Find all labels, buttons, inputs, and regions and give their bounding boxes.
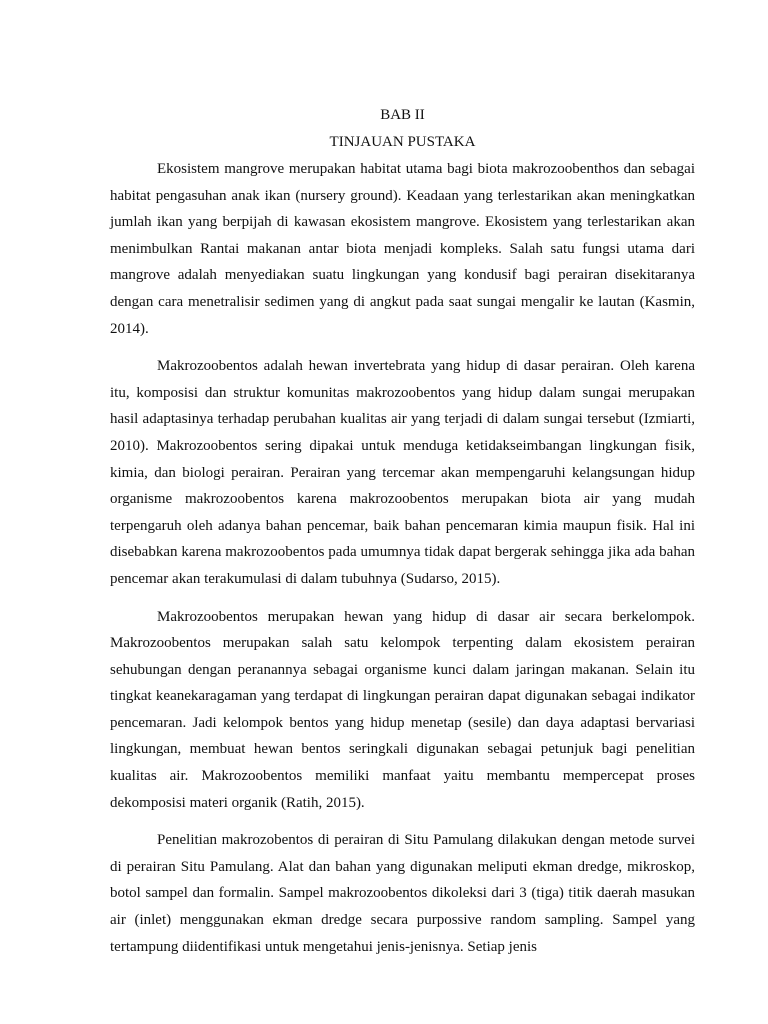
paragraph-makrozoobentos-definition: Makrozoobentos adalah hewan invertebrata yang hidup di dasar perairan. Oleh karena itu, komposisi dan struktur komunitas makrozoobentos yang hidup dalam sungai merupakan hasil adaptasinya terhadap perubahan kualitas air yang terjadi di dalam sungai tersebut (Izmiarti, 2010). Makrozoobentos sering dipakai untuk menduga ketidakseimbangan lingkungan fisik, kimia, dan biologi perairan. Perairan yang tercemar akan mempengaruhi kelangsungan hidup organisme makrozoobentos karena makrozoobentos merupakan biota air yang mudah terpengaruh oleh adanya bahan pencemar, baik bahan pencemaran kimia maupun fisik. Hal ini disebabkan karena makrozoobentos pada umumnya tidak dapat bergerak sehingga jika ada bahan pencemar akan terakumulasi di dalam tubuhnya (Sudarso, 2015). xyxy=(110,358,695,587)
body-text xyxy=(110,156,695,971)
paragraph-mangrove-ecosystem: Ekosistem mangrove merupakan habitat utama bagi biota makrozoobenthos dan sebagai habitat pengasuhan anak ikan (nursery ground). Keadaan yang terlestarikan akan meningkatkan jumlah ikan yang berpijah di kawasan ekosistem mangrove. Ekosistem yang terlestarikan akan menimbulkan Rantai makanan antar biota menjadi kompleks. Salah satu fungsi utama dari mangrove adalah menyediakan suatu lingkungan yang kondusif bagi perairan disekitaranya dengan cara menetralisir sedimen yang di angkut pada saat sungai mengalir ke lautan (Kasmin, 2014). xyxy=(110,161,695,337)
chapter-title: TINJAUAN PUSTAKA xyxy=(329,134,476,150)
chapter-number: BAB II xyxy=(380,107,425,123)
paragraph-research-method: Penelitian makrozobentos di perairan di Situ Pamulang dilakukan dengan metode survei di perairan Situ Pamulang. Alat dan bahan yang digunakan meliputi ekman dredge, mikroskop, botol sampel dan formalin. Sampel makrozoobentos dikoleksi dari 3 (tiga) titik daerah masukan air (inlet) menggunakan ekman dredge secara purpossive random sampling. Sampel yang tertampung diidentifikasi untuk mengetahui jenis-jenisnya. Setiap jenis xyxy=(110,832,695,955)
paragraph-makrozoobentos-role: Makrozoobentos merupakan hewan yang hidup di dasar air secara berkelompok. Makrozoobentos merupakan salah satu kelompok terpenting dalam ekosistem perairan sehubungan dengan peranannya sebagai organisme kunci dalam jaringan makanan. Selain itu tingkat keanekaragaman yang terdapat di lingkungan perairan dapat digunakan sebagai indikator pencemaran. Jadi kelompok bentos yang hidup menetap (sesile) dan daya adaptasi bervariasi lingkungan, membuat hewan bentos seringkali digunakan sebagai petunjuk bagi penelitian kualitas air. Makrozoobentos memiliki manfaat yaitu membantu mempercepat proses dekomposisi materi organik (Ratih, 2015). xyxy=(110,608,695,811)
